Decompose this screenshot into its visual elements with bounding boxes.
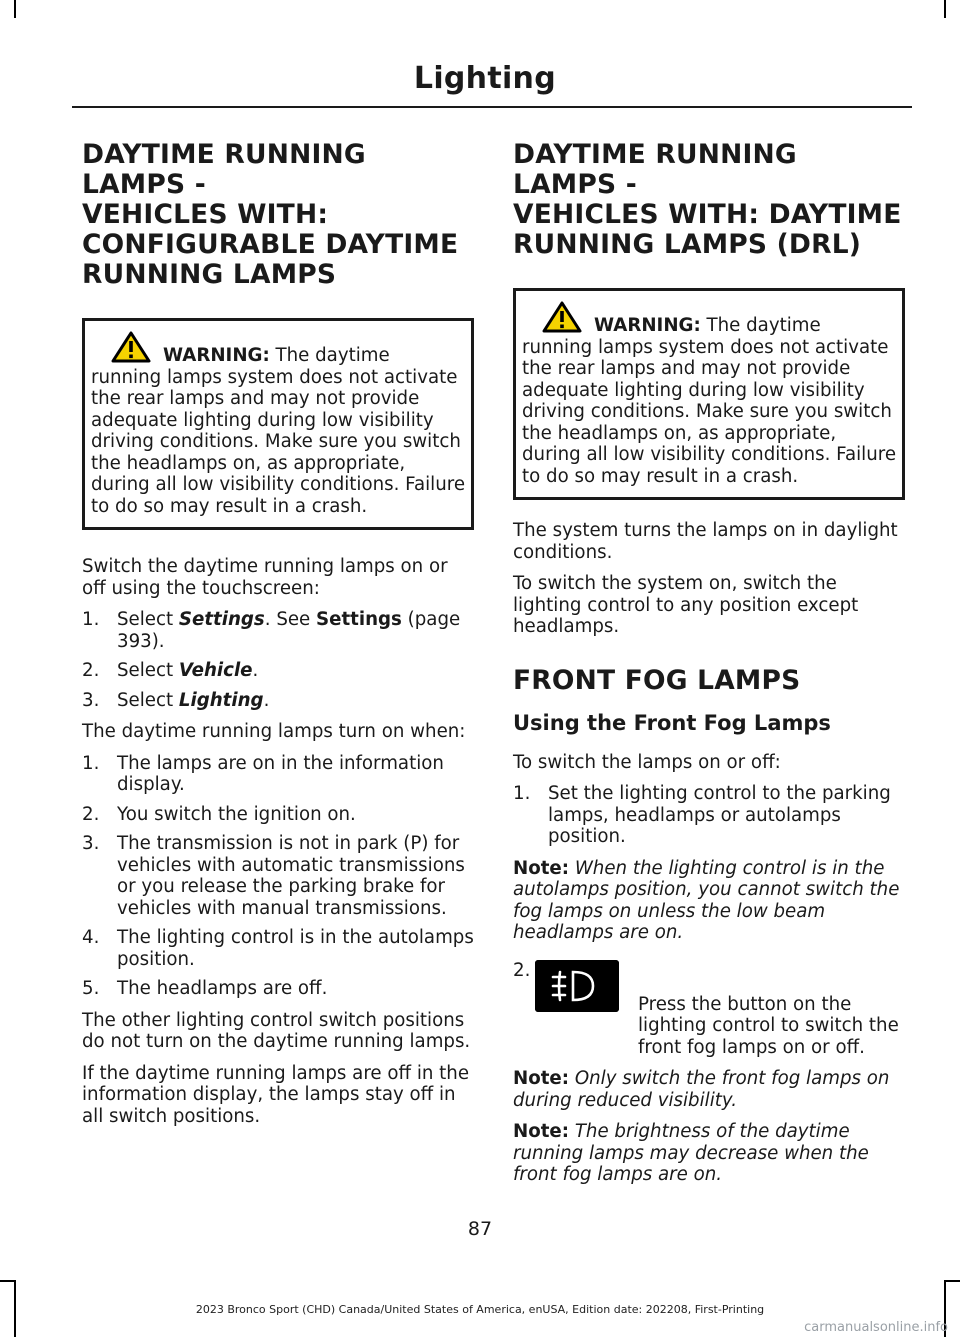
warning-text: The daytime running lamps system does not activate the rear lamps and may not provide adequate lighting during low visibility driving conditions. Make sure you switch the headlamps on, as appropriate, during all low visibility conditions. Failure to do so may result in a crash. bbox=[91, 345, 466, 517]
step-number: 3. bbox=[82, 689, 100, 711]
conditions-list bbox=[82, 753, 474, 1000]
fog-intro: To switch the lamps on or off: bbox=[513, 751, 781, 773]
crop-mark-top-right bbox=[944, 0, 946, 18]
front-fog-lamps-heading: FRONT FOG LAMPS bbox=[513, 664, 801, 696]
crop-mark-right-horizontal bbox=[944, 1280, 960, 1282]
other-positions-paragraph: The other lighting control switch positions do not turn on the daytime running lamps. bbox=[82, 1009, 471, 1052]
warning-paragraph bbox=[91, 331, 465, 517]
heading-line: DAYTIME RUNNING LAMPS - bbox=[82, 139, 366, 200]
item-text: You switch the ignition on. bbox=[117, 803, 356, 825]
list-item bbox=[82, 609, 474, 652]
item-number: 1. bbox=[82, 752, 100, 774]
step-text: (page 393). bbox=[117, 609, 461, 652]
warning-label: WARNING: bbox=[163, 345, 270, 366]
watermark: carmanualsonline.info bbox=[804, 1320, 948, 1335]
list-item bbox=[82, 804, 474, 826]
edition-footer: 2023 Bronco Sport (CHD) Canada/United States of America, enUSA, Edition date: 202208, First-Printing bbox=[195, 1303, 765, 1316]
warning-text: The daytime running lamps system does not activate the rear lamps and may not provide adequate lighting during low visibility driving conditions. Make sure you switch the headlamps on, as appropriate, during all low visibility conditions. Failure to do so may result in a crash. bbox=[522, 315, 897, 487]
note-brightness bbox=[513, 1121, 905, 1186]
warning-triangle-icon bbox=[542, 301, 582, 333]
item-number: 3. bbox=[82, 833, 100, 854]
fog-step-1 bbox=[513, 783, 905, 848]
lighting-menu-reference: Lighting bbox=[178, 689, 264, 711]
note-text: The brightness of the daytime running lamps may decrease when the front fog lamps are on. bbox=[513, 1121, 869, 1185]
right-column bbox=[513, 140, 905, 1196]
page-header-title: Lighting bbox=[413, 60, 556, 96]
warning-label: WARNING: bbox=[594, 315, 701, 336]
switch-on-paragraph: To switch the system on, switch the lighting control to any position except headlamps. bbox=[513, 573, 859, 637]
item-text: The headlamps are off. bbox=[117, 978, 328, 999]
settings-menu-reference: Settings bbox=[178, 609, 265, 630]
step-text: . bbox=[252, 660, 259, 681]
configurable-drl-heading bbox=[82, 140, 474, 290]
page-number: 87 bbox=[467, 1218, 493, 1240]
settings-page-link[interactable]: Settings bbox=[316, 609, 402, 630]
heading-line: VEHICLES WITH: bbox=[82, 199, 329, 230]
heading-line: RUNNING LAMPS (DRL) bbox=[513, 229, 862, 260]
step-number: 2. bbox=[82, 660, 100, 681]
item-text: The lighting control is in the autolamps position. bbox=[117, 927, 474, 970]
list-item bbox=[82, 690, 474, 712]
drl-heading bbox=[513, 140, 905, 260]
step-text: Select bbox=[117, 689, 179, 711]
vehicle-menu-reference: Vehicle bbox=[178, 660, 253, 681]
list-item bbox=[82, 753, 474, 796]
step-text: Select bbox=[117, 660, 179, 681]
step-number: 1. bbox=[82, 609, 100, 630]
step-text: Select bbox=[117, 609, 179, 630]
crop-mark-top-left bbox=[14, 0, 16, 18]
note-text: When the lighting control is in the autolamps position, you cannot switch the fog lamps on unless the low beam headlamps are on. bbox=[513, 857, 900, 943]
left-column bbox=[82, 140, 474, 1137]
touchscreen-steps bbox=[82, 609, 474, 711]
list-item bbox=[82, 833, 474, 919]
front-fog-lamp-icon bbox=[535, 960, 619, 1012]
touchscreen-intro: Switch the daytime running lamps on or off using the touchscreen: bbox=[82, 556, 448, 599]
header-rule bbox=[72, 106, 912, 108]
note-reduced-visibility bbox=[513, 1068, 905, 1111]
crop-mark-left-horizontal bbox=[0, 1280, 16, 1282]
fog-step-2 bbox=[513, 960, 905, 1059]
using-front-fog-lamps-subheading: Using the Front Fog Lamps bbox=[513, 710, 831, 735]
daylight-paragraph: The system turns the lamps on in daylight conditions. bbox=[513, 520, 898, 563]
item-text: The transmission is not in park (P) for vehicles with automatic transmissions or you release the parking brake for vehicles with manual transmissions. bbox=[117, 833, 465, 919]
note-autolamps bbox=[513, 858, 905, 944]
step-text: Set the lighting control to the parking lamps, headlamps or autolamps position. bbox=[548, 783, 891, 847]
heading-line: DAYTIME RUNNING LAMPS - bbox=[513, 139, 797, 200]
warning-box bbox=[82, 318, 474, 530]
note-text: Only switch the front fog lamps on during reduced visibility. bbox=[513, 1068, 890, 1111]
item-text: The lamps are on in the information display. bbox=[117, 752, 444, 795]
heading-line: VEHICLES WITH: DAYTIME bbox=[513, 199, 902, 230]
turn-on-intro: The daytime running lamps turn on when: bbox=[82, 721, 466, 742]
note-label: Note: bbox=[513, 1121, 570, 1142]
step-text: . See bbox=[264, 609, 317, 630]
warning-box bbox=[513, 288, 905, 500]
heading-line: CONFIGURABLE DAYTIME bbox=[82, 229, 459, 260]
step-number: 1. bbox=[513, 783, 531, 804]
item-number: 5. bbox=[82, 978, 100, 999]
list-item bbox=[82, 927, 474, 970]
warning-triangle-icon bbox=[111, 331, 151, 363]
step-text: . bbox=[263, 689, 270, 711]
note-label: Note: bbox=[513, 857, 570, 879]
heading-line: RUNNING LAMPS bbox=[82, 259, 337, 290]
list-item bbox=[82, 978, 474, 1000]
warning-paragraph bbox=[522, 301, 896, 487]
item-number: 2. bbox=[82, 803, 100, 825]
item-number: 4. bbox=[82, 927, 100, 948]
step-number: 2. bbox=[513, 959, 531, 981]
off-in-display-paragraph: If the daytime running lamps are off in the information display, the lamps stay off in all switch positions. bbox=[82, 1062, 470, 1127]
note-label: Note: bbox=[513, 1068, 570, 1089]
list-item bbox=[82, 660, 474, 682]
step-text: Press the button on the lighting control to switch the front fog lamps on or off. bbox=[638, 993, 899, 1058]
